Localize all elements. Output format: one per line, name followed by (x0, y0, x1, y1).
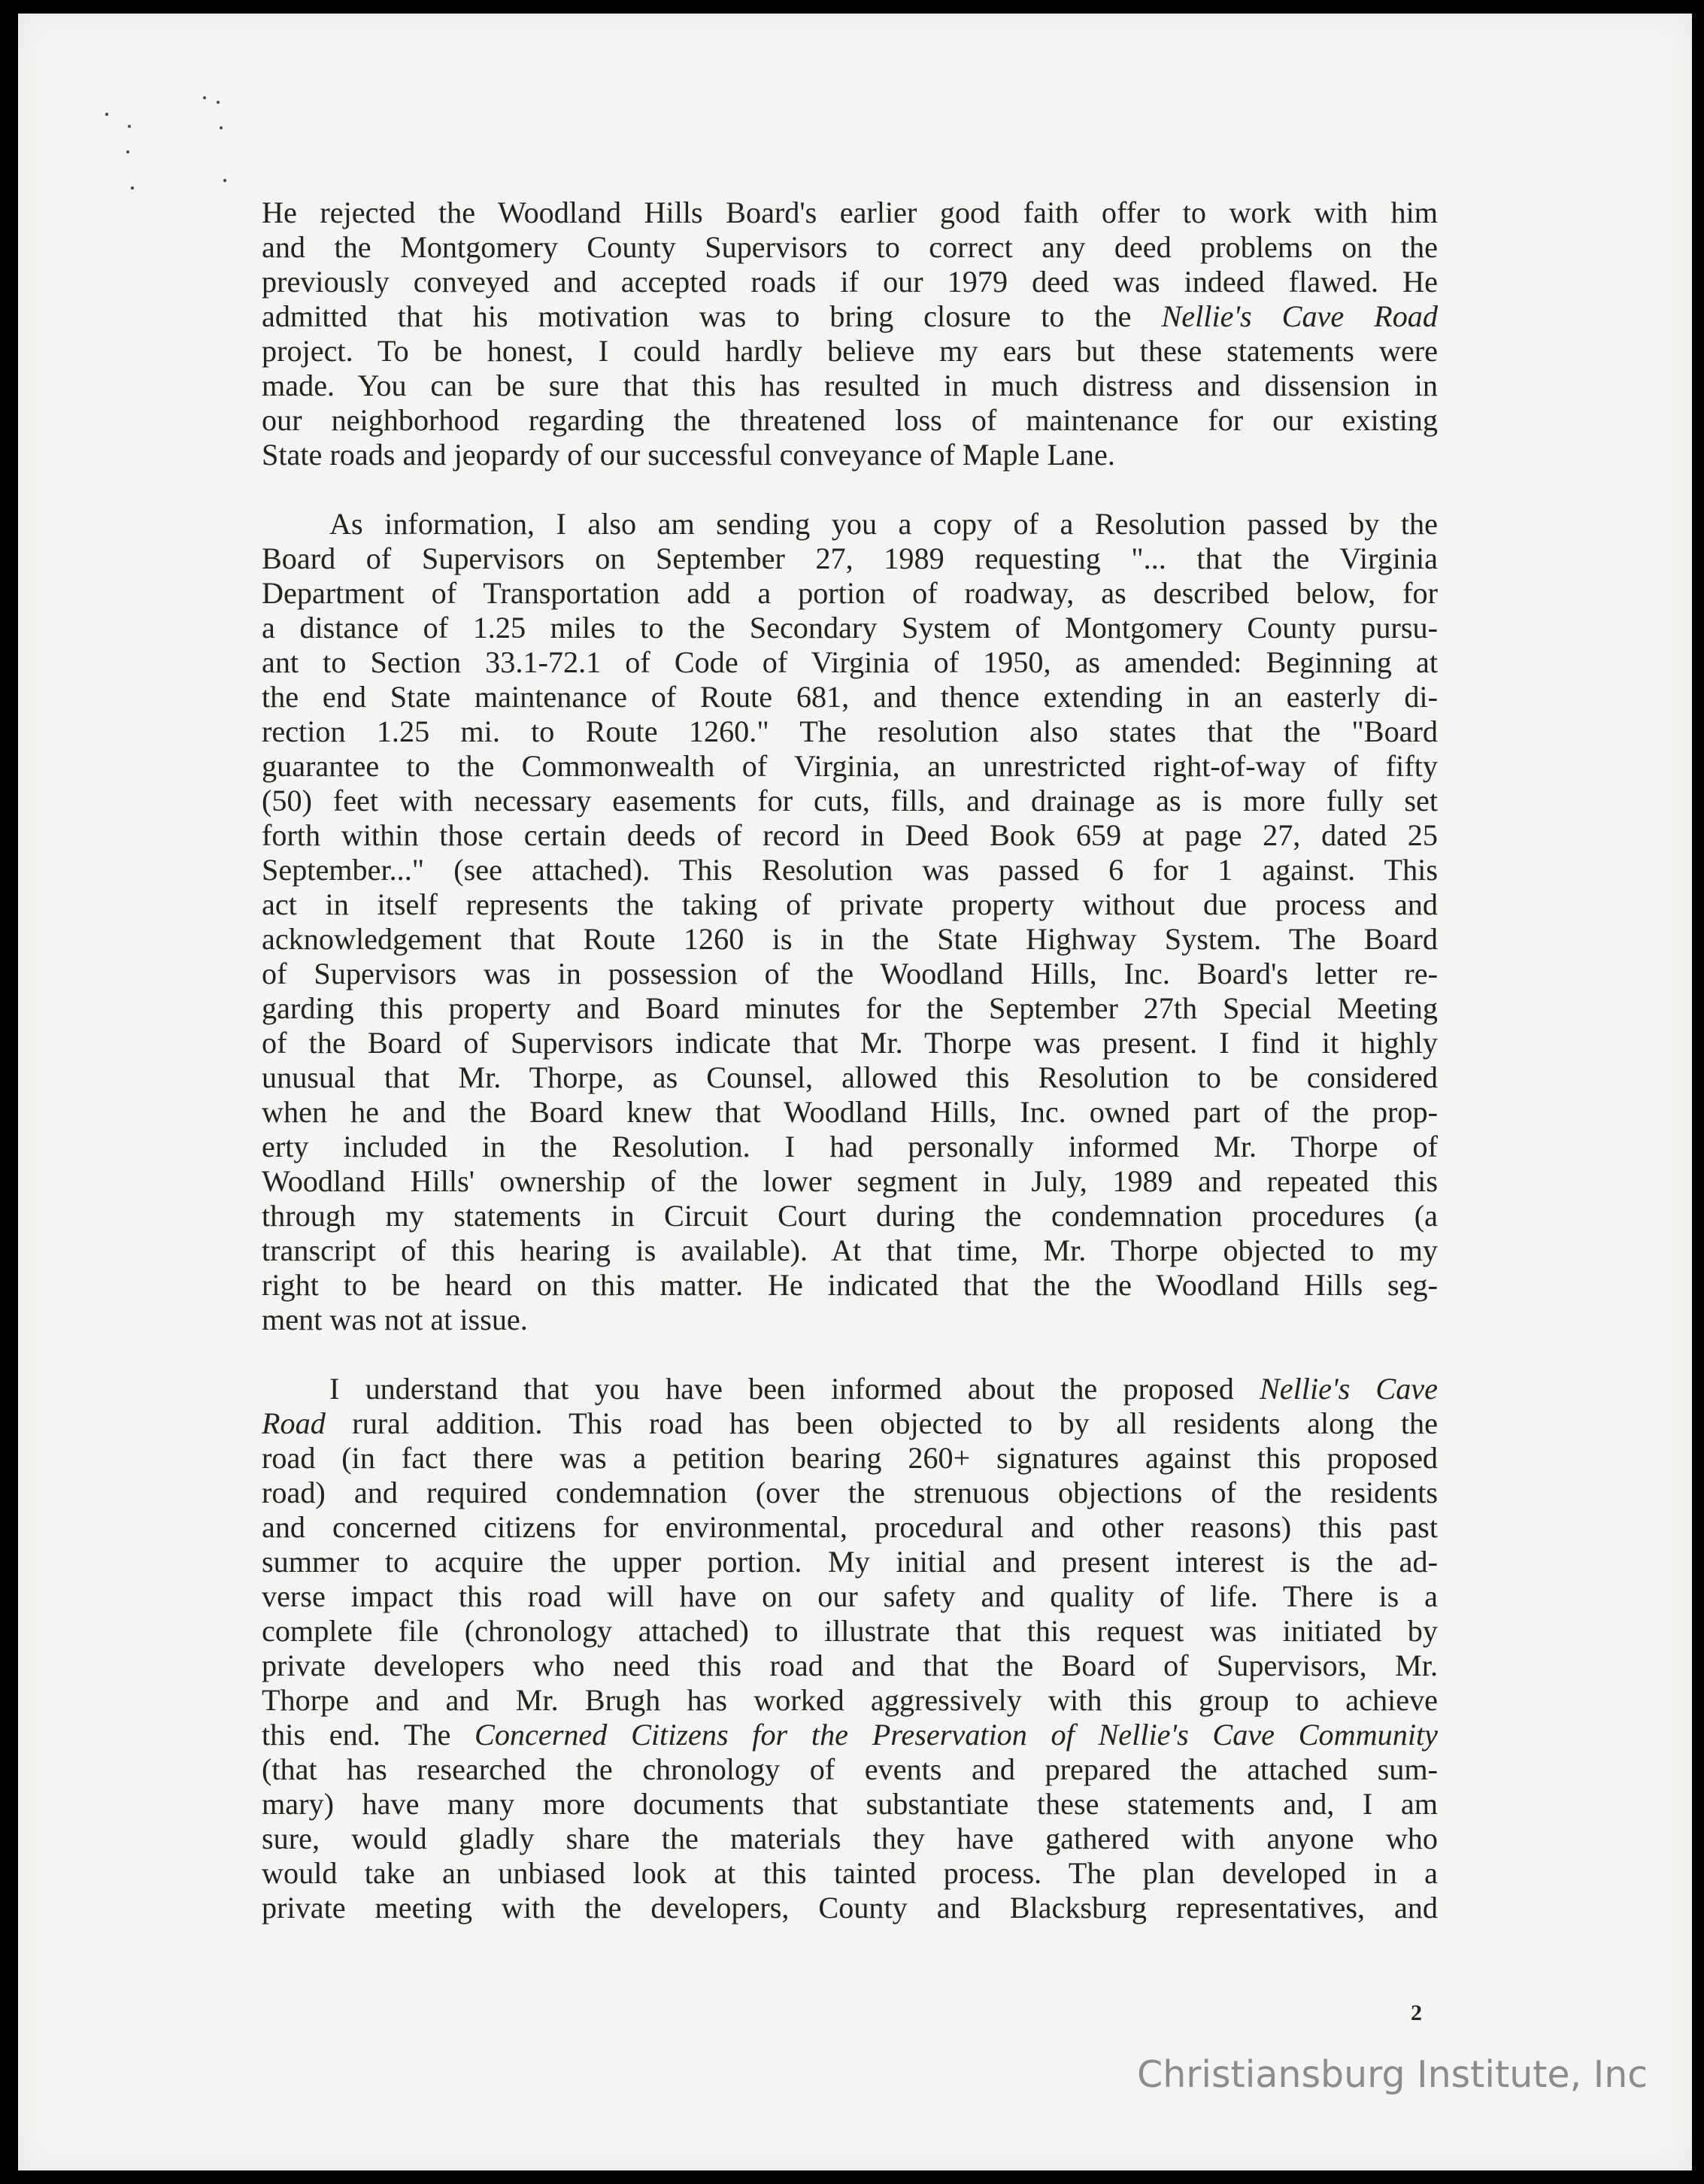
text-line: private developers who need this road and that the Board of Supervisors, Mr. (262, 1649, 1438, 1682)
text-line: unusual that Mr. Thorpe, as Counsel, allowed this Resolution to be considered (262, 1060, 1438, 1094)
text-line: ment was not at issue. (262, 1303, 528, 1336)
text-line: ant to Section 33.1-72.1 of Code of Virginia of 1950, as amended: Beginning at (262, 645, 1438, 679)
text-line: complete file (chronology attached) to illustrate that this request was initiated by (262, 1614, 1438, 1648)
page-number: 2 (1411, 2000, 1422, 2025)
text-line: through my statements in Circuit Court during the condemnation procedures (a (262, 1199, 1438, 1233)
text-line: Road rural addition. This road has been objected to by all residents along the (262, 1406, 1438, 1440)
text-line: of Supervisors was in possession of the Woodland Hills, Inc. Board's letter re- (262, 957, 1438, 990)
text-line: of the Board of Supervisors indicate that Mr. Thorpe was present. I find it highly (262, 1026, 1438, 1060)
text-line: road) and required condemnation (over the strenuous objections of the residents (262, 1476, 1438, 1509)
text-line: when he and the Board knew that Woodland Hills, Inc. owned part of the prop- (262, 1095, 1438, 1129)
text-line: Woodland Hills' ownership of the lower segment in July, 1989 and repeated this (262, 1164, 1438, 1198)
text-line: He rejected the Woodland Hills Board's earlier good faith offer to work with him (262, 196, 1438, 229)
text-line: (that has researched the chronology of events and prepared the attached sum- (262, 1752, 1438, 1786)
text-line: this end. The Concerned Citizens for the Preservation of Nellie's Cave Community (262, 1718, 1438, 1752)
text-line: Board of Supervisors on September 27, 1989 requesting "... that the Virginia (262, 541, 1438, 575)
text-line: acknowledgement that Route 1260 is in the State Highway System. The Board (262, 922, 1438, 956)
text-line: the end State maintenance of Route 681, and thence extending in an easterly di- (262, 680, 1438, 714)
text-line: I understand that you have been informed about the proposed Nellie's Cave (329, 1372, 1438, 1406)
text-line: rection 1.25 mi. to Route 1260." The resolution also states that the "Board (262, 714, 1438, 748)
text-line: summer to acquire the upper portion. My initial and present interest is the ad- (262, 1545, 1438, 1579)
text-line: road (in fact there was a petition bearing 260+ signatures against this proposed (262, 1441, 1438, 1475)
text-line: private meeting with the developers, County and Blacksburg representatives, and (262, 1891, 1438, 1925)
text-line: As information, I also am sending you a copy of a Resolution passed by the (329, 507, 1438, 541)
text-line: erty included in the Resolution. I had personally informed Mr. Thorpe of (262, 1130, 1438, 1163)
text-line: admitted that his motivation was to bring closure to the Nellie's Cave Road (262, 299, 1438, 333)
text-line: September..." (see attached). This Resolution was passed 6 for 1 against. This (262, 853, 1438, 887)
text-line: project. To be honest, I could hardly believe my ears but these statements were (262, 334, 1438, 368)
text-line: garding this property and Board minutes for the September 27th Special Meeting (262, 991, 1438, 1025)
text-line: (50) feet with necessary easements for cuts, fills, and drainage as is more fully set (262, 784, 1438, 817)
text-line: act in itself represents the taking of private property without due process and (262, 887, 1438, 921)
text-line: transcript of this hearing is available). At that time, Mr. Thorpe objected to my (262, 1233, 1438, 1267)
text-line: would take an unbiased look at this tainted process. The plan developed in a (262, 1856, 1438, 1890)
text-line: right to be heard on this matter. He indicated that the the Woodland Hills seg- (262, 1268, 1438, 1302)
text-line: State roads and jeopardy of our successful conveyance of Maple Lane. (262, 438, 1115, 472)
text-line: sure, would gladly share the materials they have gathered with anyone who (262, 1822, 1438, 1855)
text-line: mary) have many more documents that substantiate these statements and, I am (262, 1787, 1438, 1821)
text-line: and concerned citizens for environmental, procedural and other reasons) this past (262, 1510, 1438, 1544)
text-line: verse impact this road will have on our safety and quality of life. There is a (262, 1579, 1438, 1613)
text-line: Department of Transportation add a portion of roadway, as described below, for (262, 576, 1438, 610)
text-line: and the Montgomery County Supervisors to correct any deed problems on the (262, 230, 1438, 264)
text-line: a distance of 1.25 miles to the Secondary System of Montgomery County pursu- (262, 611, 1438, 645)
text-line: Thorpe and and Mr. Brugh has worked aggressively with this group to achieve (262, 1683, 1438, 1717)
watermark: Christiansburg Institute, Inc (1137, 2053, 1648, 2096)
text-line: forth within those certain deeds of record in Deed Book 659 at page 27, dated 25 (262, 818, 1438, 852)
text-line: our neighborhood regarding the threatened loss of maintenance for our existing (262, 403, 1438, 437)
letter-body (262, 196, 1438, 1960)
text-line: previously conveyed and accepted roads if our 1979 deed was indeed flawed. He (262, 265, 1438, 299)
text-line: made. You can be sure that this has resulted in much distress and dissension in (262, 369, 1438, 402)
text-line: guarantee to the Commonwealth of Virginia, an unrestricted right-of-way of fifty (262, 749, 1438, 783)
paragraph-2 (262, 507, 1438, 1337)
paragraph-1 (262, 196, 1438, 472)
paragraph-3 (262, 1372, 1438, 1925)
